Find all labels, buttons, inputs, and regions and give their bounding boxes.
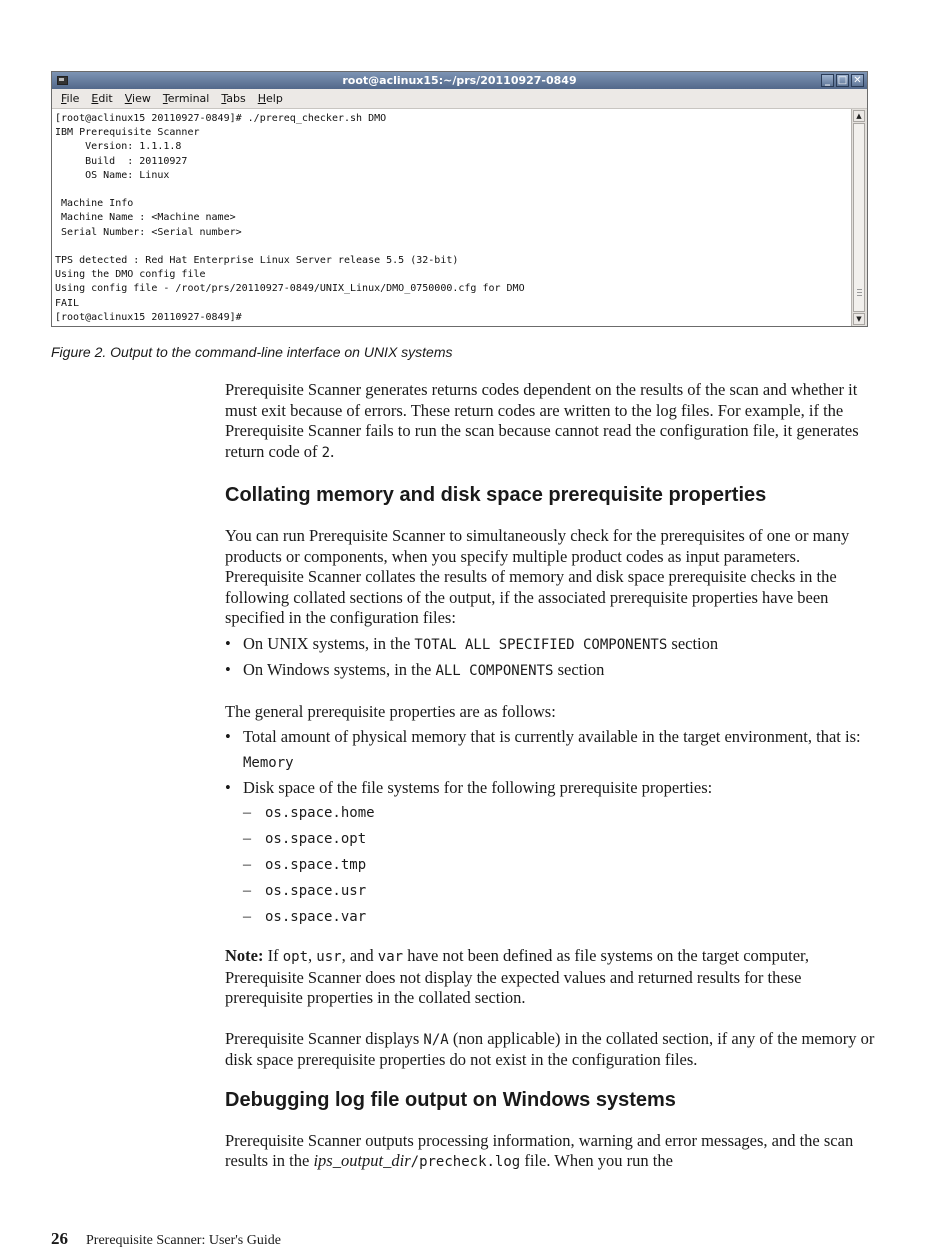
menu-edit[interactable]: Edit [91,92,113,105]
heading-collating: Collating memory and disk space prerequisite properties [225,484,767,506]
page-content [225,380,875,1173]
terminal-line: TPS detected : Red Hat Enterprise Linux Server release 5.5 (32-bit) [55,255,459,266]
terminal-line: Machine Info [55,198,134,210]
text: section [553,660,605,679]
menu-file[interactable]: File [61,92,80,105]
list-item [225,634,875,656]
inline-code: TOTAL ALL SPECIFIED COMPONENTS [414,636,668,653]
terminal-line: Using the DMO config file [55,269,206,281]
terminal-window [51,71,868,327]
terminal-line: Using config file - /root/prs/20110927-0849/UNIX_Linux/DMO_0750000.cfg for DMO [55,283,525,295]
disk-property: – os.space.var [225,907,875,927]
menu-help[interactable]: Help [257,92,283,105]
paragraph-na [225,1029,875,1071]
terminal-line: Serial Number: <Serial number> [55,226,242,238]
menu-terminal[interactable]: Terminal [162,92,210,105]
terminal-line: Version: 1.1.1.8 [55,141,182,153]
text: , and [341,946,378,965]
terminal-line: [root@aclinux15 20110927-0849]# [55,311,242,323]
inline-code: ALL COMPONENTS [435,663,554,679]
disk-property: – os.space.tmp [225,855,875,875]
paragraph-general: The general prerequisite properties are as follows: [225,701,556,721]
text: Prerequisite Scanner generates returns codes dependent on the results of the scan and whether it must exit because of errors. These return codes are written to the log files. For example, if the Prerequisite Scanner fails to run the scan because cannot read the configuration file, it generates return code of [225,380,859,461]
text: section [667,633,719,653]
terminal-line: Machine Name : <Machine name> [55,212,236,224]
note-paragraph [225,946,875,1009]
paragraph-collating: You can run Prerequisite Scanner to simultaneously check for the prerequisites of one or many products or components, when you specify multiple product codes as input parameters. Prerequisite Scanner collates the results of memory and disk space prerequisite checks in the following collated sections of the output, if the associated prerequisite properties have been specified in the configuration files: [225,526,850,627]
disk-property: – os.space.opt [225,829,875,849]
terminal-lines [55,112,851,325]
text: On Windows systems, in the [243,660,436,679]
terminal-title: root@aclinux15:~/prs/20110927-0849 [342,74,577,87]
text: If [263,946,283,965]
terminal-app-icon [57,76,68,85]
paragraph-return-codes [225,380,875,463]
italic-variable: ips_output_dir [313,1151,411,1170]
terminal-line: Build : 20110927 [55,155,188,167]
window-controls [821,74,864,87]
figure-caption: Figure 2. Output to the command-line interface on UNIX systems [51,344,453,360]
inline-code: /precheck.log [410,1154,521,1170]
text: , [308,946,317,965]
text: Prerequisite Scanner displays [225,1028,424,1048]
scroll-thumb[interactable] [853,123,865,312]
disk-property: – os.space.usr [225,881,875,901]
grip-line [857,289,862,290]
close-icon[interactable]: ✕ [851,74,864,87]
terminal-scrollbar[interactable] [851,109,867,326]
text: On UNIX systems, in the [243,633,415,653]
inline-code: 2 [321,444,331,461]
grip-line [857,292,862,293]
memory-property: Memory [243,754,294,771]
book-title: Prerequisite Scanner: User's Guide [86,1233,281,1248]
inline-code: var [377,949,404,965]
inline-code: opt [282,949,309,965]
page-number: 26 [51,1229,68,1248]
terminal-line: OS Name: Linux [55,169,170,181]
terminal-line: [root@aclinux15 20110927-0849]# ./prereq_checker.sh DMO [55,113,387,124]
scroll-up-icon[interactable]: ▲ [853,110,865,122]
note-label: Note: [225,946,264,965]
terminal-line [55,183,851,197]
page-footer [51,1229,281,1249]
list-item: • Total amount of physical memory that is currently available in the target environment, that is: [225,727,875,748]
inline-code: usr [316,949,342,965]
minimize-icon[interactable]: _ [821,74,834,87]
terminal-line [55,240,851,254]
terminal-titlebar [52,72,867,89]
heading-debugging: Debugging log file output on Windows systems [225,1088,676,1111]
terminal-line: IBM Prerequisite Scanner [55,127,200,139]
text: . [330,441,335,461]
list-item: • Disk space of the file systems for the following prerequisite properties: [225,778,875,799]
menu-tabs[interactable]: Tabs [221,92,246,105]
grip-line [857,295,862,296]
inline-code: N/A [423,1031,449,1048]
list-item [225,660,875,682]
disk-property: – os.space.home [225,803,875,823]
paragraph-debugging [225,1131,875,1173]
text: (non applicable) in the collated section, if any of the memory or disk space prerequisite properties do not exist in the configuration files. [225,1028,875,1069]
terminal-output[interactable] [52,109,851,326]
scroll-down-icon[interactable]: ▼ [853,313,865,325]
text: Prerequisite Scanner outputs processing information, warning and error messages, and the scan results in the [225,1130,854,1170]
menu-view[interactable]: View [124,92,151,105]
maximize-icon[interactable]: □ [837,75,848,86]
terminal-menubar [52,89,867,109]
text: file. When you run the [520,1151,673,1170]
text: have not been defined as file systems on the target computer, Prerequisite Scanner does not display the expected values and returned results for these prerequisite properties in the collated section. [225,946,809,1007]
terminal-line: FAIL [55,297,80,309]
